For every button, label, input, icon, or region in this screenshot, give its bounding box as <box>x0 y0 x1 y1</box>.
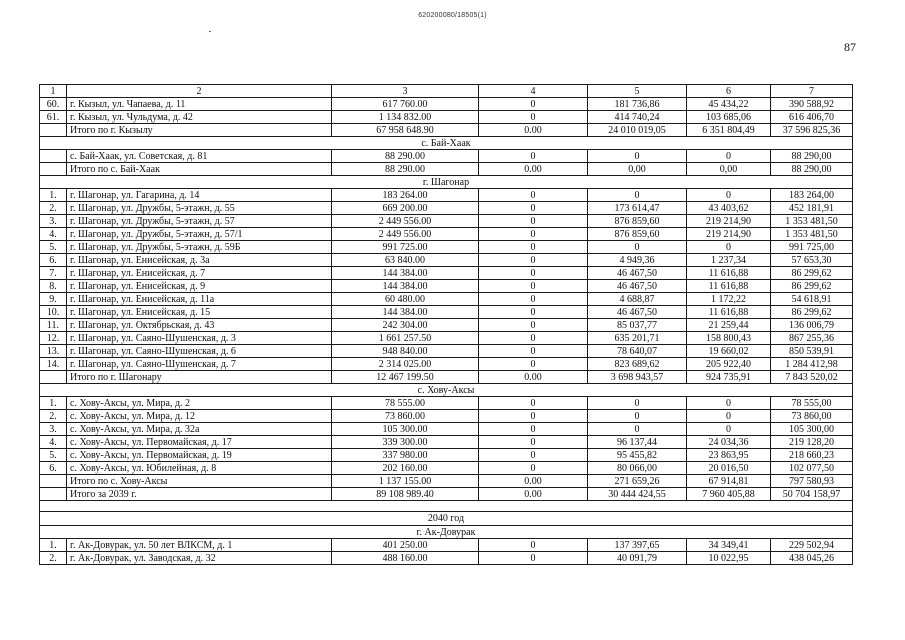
cell-row-number: 12. <box>40 332 67 345</box>
cell-total-cost: 337 980.00 <box>332 449 479 462</box>
column-number-cell: 7 <box>771 85 853 98</box>
cell-total-cost: 144 384.00 <box>332 306 479 319</box>
cell-federal-share: 876 859,60 <box>588 215 687 228</box>
cell-address: г. Шагонар, ул. Саяно-Шушенская, д. 6 <box>67 345 332 358</box>
cell-regional-share: 23 863,95 <box>687 449 771 462</box>
cell-regional-share: 11 616,88 <box>687 280 771 293</box>
cell-fund-share: 0 <box>479 280 588 293</box>
cell-local-share: 78 555,00 <box>771 397 853 410</box>
table-body <box>40 85 853 565</box>
cell-fund-share: 0.00 <box>479 371 588 384</box>
cell-row-number <box>40 163 67 176</box>
cell-total-cost: 60 480.00 <box>332 293 479 306</box>
cell-federal-share: 4 949,36 <box>588 254 687 267</box>
cell-local-share: 616 406,70 <box>771 111 853 124</box>
cell-fund-share: 0 <box>479 254 588 267</box>
cell-local-share: 57 653,30 <box>771 254 853 267</box>
cell-fund-share: 0 <box>479 436 588 449</box>
cell-address: г. Шагонар, ул. Дружбы, 5-этажн, д. 57/1 <box>67 228 332 241</box>
cell-total-cost: 1 661 257.50 <box>332 332 479 345</box>
column-number-cell: 3 <box>332 85 479 98</box>
cell-address: с. Хову-Аксы, ул. Мира, д. 32а <box>67 423 332 436</box>
cell-federal-share: 46 467,50 <box>588 280 687 293</box>
cell-total-cost: 339 300.00 <box>332 436 479 449</box>
settlement-heading-row <box>40 176 853 189</box>
cell-regional-share: 20 016,50 <box>687 462 771 475</box>
cell-local-share: 88 290,00 <box>771 150 853 163</box>
cell-regional-share: 1 237,34 <box>687 254 771 267</box>
table-row <box>40 436 853 449</box>
cell-regional-share: 10 022,95 <box>687 552 771 565</box>
cell-row-number <box>40 150 67 163</box>
cell-fund-share: 0 <box>479 319 588 332</box>
cell-local-share: 73 860,00 <box>771 410 853 423</box>
cell-row-number: 2. <box>40 202 67 215</box>
cell-federal-share: 823 689,62 <box>588 358 687 371</box>
cell-federal-share: 414 740,24 <box>588 111 687 124</box>
cell-row-number: 5. <box>40 241 67 254</box>
cell-row-number: 60. <box>40 98 67 111</box>
table-row <box>40 124 853 137</box>
cell-regional-share: 924 735,91 <box>687 371 771 384</box>
cell-total-cost: 1 137 155.00 <box>332 475 479 488</box>
cell-fund-share: 0 <box>479 423 588 436</box>
cell-total-cost: 89 108 989.40 <box>332 488 479 501</box>
cell-total-cost: 105 300.00 <box>332 423 479 436</box>
cell-address: г. Шагонар, ул. Енисейская, д. 3а <box>67 254 332 267</box>
table-row <box>40 319 853 332</box>
cell-local-share: 452 181,91 <box>771 202 853 215</box>
cell-local-share: 54 618,91 <box>771 293 853 306</box>
table-row <box>40 150 853 163</box>
cell-total-cost: 948 840.00 <box>332 345 479 358</box>
cell-fund-share: 0.00 <box>479 475 588 488</box>
cell-regional-share: 43 403,62 <box>687 202 771 215</box>
cell-fund-share: 0 <box>479 267 588 280</box>
cell-local-share: 183 264,00 <box>771 189 853 202</box>
cell-total-cost: 617 760.00 <box>332 98 479 111</box>
cell-total-cost: 2 449 556.00 <box>332 228 479 241</box>
table-row <box>40 371 853 384</box>
cell-fund-share: 0 <box>479 306 588 319</box>
cell-row-number: 2. <box>40 552 67 565</box>
cell-total-cost: 669 200.00 <box>332 202 479 215</box>
cell-address: г. Шагонар, ул. Дружбы, 5-этажн, д. 59Б <box>67 241 332 254</box>
cell-federal-share: 0 <box>588 241 687 254</box>
cell-address: Итого по г. Шагонару <box>67 371 332 384</box>
cell-local-share: 867 255,36 <box>771 332 853 345</box>
table-row <box>40 539 853 552</box>
table-row <box>40 552 853 565</box>
cell-regional-share: 1 172,22 <box>687 293 771 306</box>
cell-federal-share: 635 201,71 <box>588 332 687 345</box>
table-row <box>40 202 853 215</box>
column-number-cell: 6 <box>687 85 771 98</box>
cell-federal-share: 30 444 424,55 <box>588 488 687 501</box>
table-row <box>40 228 853 241</box>
table-row <box>40 475 853 488</box>
cell-regional-share: 205 922,40 <box>687 358 771 371</box>
table-row <box>40 280 853 293</box>
cell-federal-share: 137 397,65 <box>588 539 687 552</box>
cell-local-share: 1 353 481,50 <box>771 215 853 228</box>
settlement-heading: с. Хову-Аксы <box>40 384 853 397</box>
column-number-cell: 1 <box>40 85 67 98</box>
year-heading: 2040 год <box>40 512 853 526</box>
cell-federal-share: 85 037,77 <box>588 319 687 332</box>
cell-federal-share: 173 614,47 <box>588 202 687 215</box>
cell-fund-share: 0 <box>479 111 588 124</box>
table-row <box>40 293 853 306</box>
cell-local-share: 1 353 481,50 <box>771 228 853 241</box>
cell-regional-share: 7 960 405,88 <box>687 488 771 501</box>
cell-local-share: 136 006,79 <box>771 319 853 332</box>
cell-row-number: 6. <box>40 462 67 475</box>
table-row <box>40 462 853 475</box>
cell-address: г. Шагонар, ул. Енисейская, д. 7 <box>67 267 332 280</box>
cell-regional-share: 0 <box>687 241 771 254</box>
cell-address: с. Хову-Аксы, ул. Юбилейная, д. 8 <box>67 462 332 475</box>
spacer-row <box>40 501 853 512</box>
table-row <box>40 358 853 371</box>
cell-address: с. Бай-Хаак, ул. Советская, д. 81 <box>67 150 332 163</box>
settlement-heading-row <box>40 137 853 150</box>
cell-row-number: 8. <box>40 280 67 293</box>
cell-address: Итого по г. Кызылу <box>67 124 332 137</box>
cell-total-cost: 67 958 648.90 <box>332 124 479 137</box>
cell-fund-share: 0 <box>479 293 588 306</box>
column-number-row <box>40 85 853 98</box>
cell-address: г. Ак-Довурак, ул. 50 лет ВЛКСМ, д. 1 <box>67 539 332 552</box>
cell-federal-share: 96 137,44 <box>588 436 687 449</box>
cell-fund-share: 0 <box>479 449 588 462</box>
table-row <box>40 254 853 267</box>
cell-address: г. Ак-Довурак, ул. Заводская, д. 32 <box>67 552 332 565</box>
cell-regional-share: 219 214,90 <box>687 215 771 228</box>
cell-row-number: 1. <box>40 189 67 202</box>
cell-regional-share: 6 351 804,49 <box>687 124 771 137</box>
table-row <box>40 397 853 410</box>
cell-regional-share: 0 <box>687 397 771 410</box>
cell-row-number <box>40 371 67 384</box>
cell-total-cost: 144 384.00 <box>332 280 479 293</box>
cell-total-cost: 242 304.00 <box>332 319 479 332</box>
cell-fund-share: 0.00 <box>479 124 588 137</box>
cell-row-number: 13. <box>40 345 67 358</box>
cell-regional-share: 19 660,02 <box>687 345 771 358</box>
cell-total-cost: 88 290.00 <box>332 163 479 176</box>
cell-fund-share: 0 <box>479 150 588 163</box>
cell-federal-share: 0 <box>588 189 687 202</box>
spacer-cell <box>40 501 853 512</box>
cell-federal-share: 95 455,82 <box>588 449 687 462</box>
cell-total-cost: 202 160.00 <box>332 462 479 475</box>
cell-federal-share: 40 091,79 <box>588 552 687 565</box>
page-number: 87 <box>844 40 856 54</box>
cell-total-cost: 144 384.00 <box>332 267 479 280</box>
cell-total-cost: 991 725.00 <box>332 241 479 254</box>
cell-local-share: 7 843 520,02 <box>771 371 853 384</box>
cell-row-number: 10. <box>40 306 67 319</box>
cell-local-share: 86 299,62 <box>771 306 853 319</box>
cell-address: с. Хову-Аксы, ул. Первомайская, д. 17 <box>67 436 332 449</box>
cell-address: г. Шагонар, ул. Енисейская, д. 15 <box>67 306 332 319</box>
settlement-heading-row <box>40 526 853 539</box>
cell-address: г. Шагонар, ул. Гагарина, д. 14 <box>67 189 332 202</box>
cell-row-number <box>40 488 67 501</box>
cell-row-number: 4. <box>40 436 67 449</box>
cell-federal-share: 4 688,87 <box>588 293 687 306</box>
cell-row-number: 6. <box>40 254 67 267</box>
cell-fund-share: 0 <box>479 98 588 111</box>
cell-federal-share: 0,00 <box>588 163 687 176</box>
cell-address: с. Хову-Аксы, ул. Первомайская, д. 19 <box>67 449 332 462</box>
table-row <box>40 189 853 202</box>
cell-row-number: 7. <box>40 267 67 280</box>
settlement-heading: г. Шагонар <box>40 176 853 189</box>
year-heading-row <box>40 512 853 526</box>
cell-fund-share: 0 <box>479 410 588 423</box>
cell-regional-share: 45 434,22 <box>687 98 771 111</box>
table-row <box>40 306 853 319</box>
cell-local-share: 105 300,00 <box>771 423 853 436</box>
cell-regional-share: 67 914,81 <box>687 475 771 488</box>
cell-address: г. Шагонар, ул. Саяно-Шушенская, д. 7 <box>67 358 332 371</box>
cell-federal-share: 0 <box>588 423 687 436</box>
cell-federal-share: 876 859,60 <box>588 228 687 241</box>
cell-address: г. Шагонар, ул. Дружбы, 5-этажн, д. 55 <box>67 202 332 215</box>
cell-total-cost: 2 314 025.00 <box>332 358 479 371</box>
cell-fund-share: 0 <box>479 397 588 410</box>
settlement-heading: с. Бай-Хаак <box>40 137 853 150</box>
cell-regional-share: 219 214,90 <box>687 228 771 241</box>
settlement-heading-row <box>40 384 853 397</box>
cell-regional-share: 0 <box>687 423 771 436</box>
cell-row-number: 5. <box>40 449 67 462</box>
table-row <box>40 449 853 462</box>
table-row <box>40 345 853 358</box>
cell-total-cost: 63 840.00 <box>332 254 479 267</box>
cell-regional-share: 11 616,88 <box>687 267 771 280</box>
cell-total-cost: 183 264.00 <box>332 189 479 202</box>
cell-federal-share: 0 <box>588 410 687 423</box>
table-row <box>40 111 853 124</box>
cell-regional-share: 0 <box>687 410 771 423</box>
cell-local-share: 37 596 825,36 <box>771 124 853 137</box>
cell-local-share: 102 077,50 <box>771 462 853 475</box>
cell-local-share: 390 588,92 <box>771 98 853 111</box>
cell-regional-share: 24 034,36 <box>687 436 771 449</box>
cell-row-number: 14. <box>40 358 67 371</box>
cell-federal-share: 181 736,86 <box>588 98 687 111</box>
cell-regional-share: 0 <box>687 150 771 163</box>
cell-regional-share: 158 800,43 <box>687 332 771 345</box>
cell-federal-share: 46 467,50 <box>588 306 687 319</box>
cell-local-share: 218 660,23 <box>771 449 853 462</box>
cell-federal-share: 271 659,26 <box>588 475 687 488</box>
cell-row-number: 4. <box>40 228 67 241</box>
cell-row-number: 3. <box>40 215 67 228</box>
cell-fund-share: 0 <box>479 462 588 475</box>
repair-budget-table <box>39 84 853 565</box>
cell-fund-share: 0 <box>479 358 588 371</box>
cell-row-number: 2. <box>40 410 67 423</box>
column-number-cell: 5 <box>588 85 687 98</box>
cell-local-share: 219 128,20 <box>771 436 853 449</box>
table-row <box>40 215 853 228</box>
cell-address: Итого по с. Хову-Аксы <box>67 475 332 488</box>
cell-total-cost: 1 134 832.00 <box>332 111 479 124</box>
cell-address: г. Шагонар, ул. Саяно-Шушенская, д. 3 <box>67 332 332 345</box>
cell-address: с. Хову-Аксы, ул. Мира, д. 2 <box>67 397 332 410</box>
cell-total-cost: 78 555.00 <box>332 397 479 410</box>
cell-row-number: 1. <box>40 539 67 552</box>
cell-total-cost: 73 860.00 <box>332 410 479 423</box>
column-number-cell: 4 <box>479 85 588 98</box>
cell-local-share: 797 580,93 <box>771 475 853 488</box>
table-row <box>40 163 853 176</box>
cell-fund-share: 0 <box>479 552 588 565</box>
cell-local-share: 850 539,91 <box>771 345 853 358</box>
cell-row-number <box>40 475 67 488</box>
cell-local-share: 86 299,62 <box>771 280 853 293</box>
cell-fund-share: 0.00 <box>479 163 588 176</box>
cell-regional-share: 0 <box>687 189 771 202</box>
cell-row-number: 3. <box>40 423 67 436</box>
table-row <box>40 488 853 501</box>
cell-fund-share: 0.00 <box>479 488 588 501</box>
cell-row-number: 1. <box>40 397 67 410</box>
cell-fund-share: 0 <box>479 241 588 254</box>
cell-fund-share: 0 <box>479 228 588 241</box>
table-row <box>40 423 853 436</box>
cell-row-number <box>40 124 67 137</box>
cell-address: г. Шагонар, ул. Енисейская, д. 9 <box>67 280 332 293</box>
table-row <box>40 267 853 280</box>
cell-local-share: 991 725,00 <box>771 241 853 254</box>
cell-total-cost: 12 467 199.50 <box>332 371 479 384</box>
cell-total-cost: 2 449 556.00 <box>332 215 479 228</box>
cell-total-cost: 488 160.00 <box>332 552 479 565</box>
cell-address: г. Шагонар, ул. Енисейская, д. 11а <box>67 293 332 306</box>
cell-address: с. Хову-Аксы, ул. Мира, д. 12 <box>67 410 332 423</box>
cell-row-number: 61. <box>40 111 67 124</box>
cell-federal-share: 78 640,07 <box>588 345 687 358</box>
cell-regional-share: 0,00 <box>687 163 771 176</box>
table-row <box>40 410 853 423</box>
cell-local-share: 1 284 412,98 <box>771 358 853 371</box>
cell-total-cost: 401 250.00 <box>332 539 479 552</box>
cell-fund-share: 0 <box>479 345 588 358</box>
cell-federal-share: 0 <box>588 150 687 163</box>
cell-federal-share: 0 <box>588 397 687 410</box>
cell-fund-share: 0 <box>479 539 588 552</box>
cell-local-share: 88 290,00 <box>771 163 853 176</box>
cell-federal-share: 46 467,50 <box>588 267 687 280</box>
cell-address: Итого по с. Бай-Хаак <box>67 163 332 176</box>
cell-regional-share: 11 616,88 <box>687 306 771 319</box>
cell-fund-share: 0 <box>479 215 588 228</box>
document-id: 620200080/18505(1) <box>418 12 487 19</box>
cell-local-share: 438 045,26 <box>771 552 853 565</box>
cell-address: г. Кызыл, ул. Чульдума, д. 42 <box>67 111 332 124</box>
cell-federal-share: 24 010 019,05 <box>588 124 687 137</box>
cell-federal-share: 80 066,00 <box>588 462 687 475</box>
cell-row-number: 9. <box>40 293 67 306</box>
cell-fund-share: 0 <box>479 189 588 202</box>
cell-row-number: 11. <box>40 319 67 332</box>
cell-total-cost: 88 290.00 <box>332 150 479 163</box>
cell-federal-share: 3 698 943,57 <box>588 371 687 384</box>
table-row <box>40 241 853 254</box>
cell-address: Итого за 2039 г. <box>67 488 332 501</box>
scan-speck <box>209 31 211 32</box>
cell-address: г. Шагонар, ул. Дружбы, 5-этажн, д. 57 <box>67 215 332 228</box>
cell-regional-share: 21 259,44 <box>687 319 771 332</box>
cell-fund-share: 0 <box>479 332 588 345</box>
cell-address: г. Шагонар, ул. Октябрьская, д. 43 <box>67 319 332 332</box>
table-row <box>40 332 853 345</box>
cell-local-share: 86 299,62 <box>771 267 853 280</box>
cell-address: г. Кызыл, ул. Чапаева, д. 11 <box>67 98 332 111</box>
cell-local-share: 229 502,94 <box>771 539 853 552</box>
table-row <box>40 98 853 111</box>
cell-regional-share: 34 349,41 <box>687 539 771 552</box>
cell-fund-share: 0 <box>479 202 588 215</box>
settlement-heading: г. Ак-Довурак <box>40 526 853 539</box>
cell-local-share: 50 704 158,97 <box>771 488 853 501</box>
column-number-cell: 2 <box>67 85 332 98</box>
cell-regional-share: 103 685,06 <box>687 111 771 124</box>
